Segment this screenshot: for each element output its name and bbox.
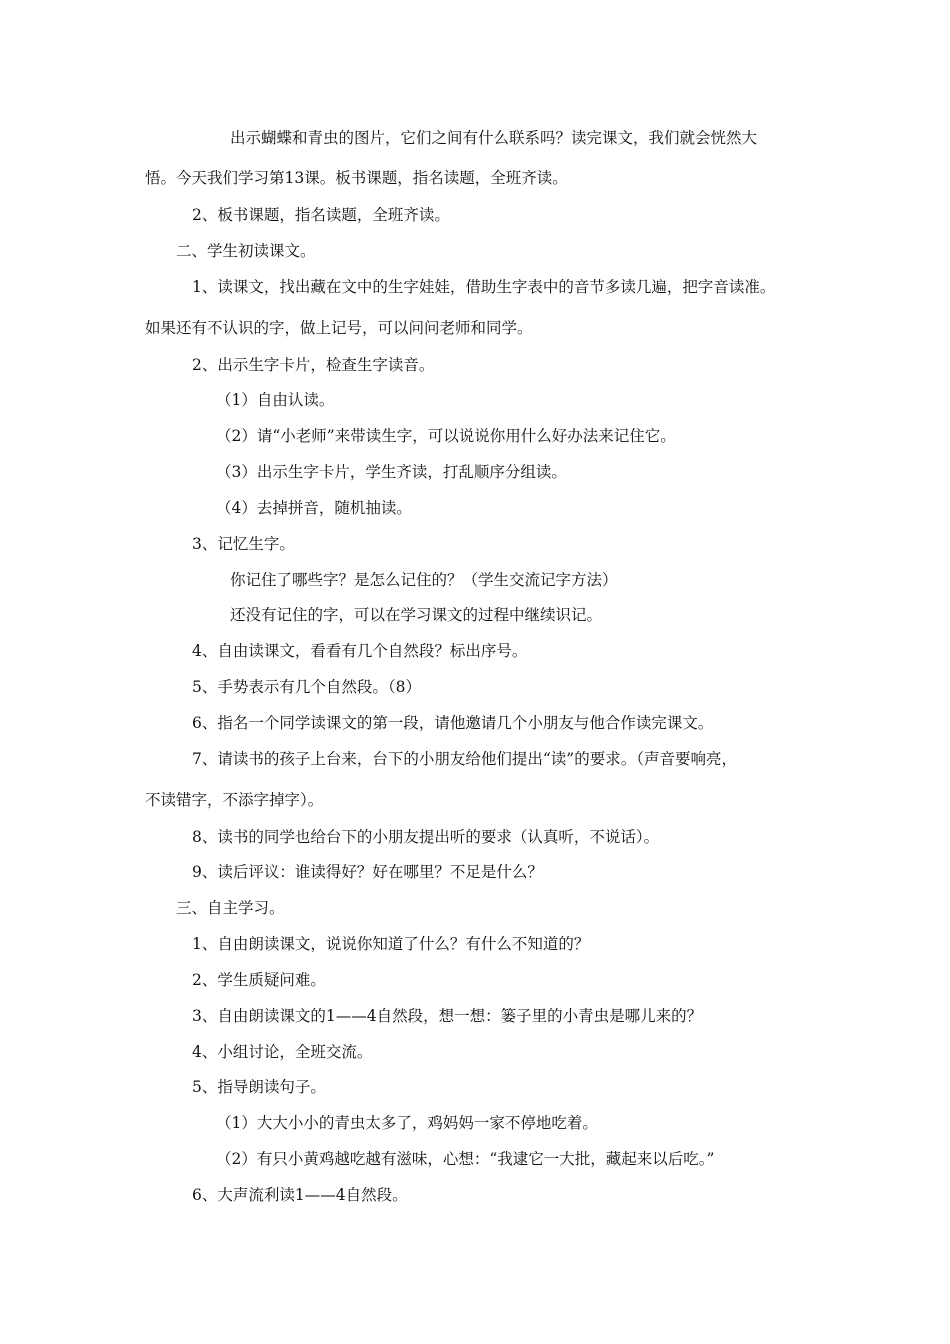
paragraph-line: （1）大大小小的青虫太多了，鸡妈妈一家不停地吃着。 xyxy=(216,1114,598,1132)
paragraph-line: 2、出示生字卡片，检查生字读音。 xyxy=(192,356,435,374)
paragraph-line: 4、自由读课文，看看有几个自然段？标出序号。 xyxy=(192,642,528,660)
paragraph-line: 5、手势表示有几个自然段。（8） xyxy=(192,678,421,696)
paragraph-line: 2、板书课题，指名读题，全班齐读。 xyxy=(192,206,450,224)
paragraph-line: 还没有记住的字，可以在学习课文的过程中继续识记。 xyxy=(230,606,603,624)
paragraph-line: 6、大声流利读1——4自然段。 xyxy=(192,1186,408,1204)
paragraph-line: 5、指导朗读句子。 xyxy=(192,1078,326,1096)
paragraph-line: （4）去掉拼音，随机抽读。 xyxy=(216,499,412,517)
paragraph-line: 1、读课文，找出藏在文中的生字娃娃，借助生字表中的音节多读几遍，把字音读准。 xyxy=(192,278,776,296)
paragraph-line: 3、记忆生字。 xyxy=(192,535,295,553)
paragraph-line: 2、学生质疑问难。 xyxy=(192,971,326,989)
section-heading: 三、自主学习。 xyxy=(176,899,285,917)
paragraph-line: （2）请“小老师”来带读生字，可以说说你用什么好办法来记住它。 xyxy=(216,427,676,445)
paragraph-line: 6、指名一个同学读课文的第一段，请他邀请几个小朋友与他合作读完课文。 xyxy=(192,714,714,732)
paragraph-line: 悟。今天我们学习第13课。板书课题，指名读题，全班齐读。 xyxy=(145,169,568,187)
paragraph-line: （3）出示生字卡片，学生齐读，打乱顺序分组读。 xyxy=(216,463,567,481)
paragraph-line: 4、小组讨论，全班交流。 xyxy=(192,1043,373,1061)
paragraph-line: （2）有只小黄鸡越吃越有滋味，心想：“我逮它一大批，藏起来以后吃。” xyxy=(216,1150,715,1168)
paragraph-line: 如果还有不认识的字，做上记号，可以问问老师和同学。 xyxy=(145,319,533,337)
paragraph-line: 9、读后评议：谁读得好？好在哪里？不足是什么？ xyxy=(192,863,543,881)
section-heading: 二、学生初读课文。 xyxy=(176,242,316,260)
paragraph-line: 你记住了哪些字？是怎么记住的？（学生交流记字方法） xyxy=(230,571,618,589)
paragraph-line: 不读错字，不添字掉字）。 xyxy=(145,791,324,809)
paragraph-line: 出示蝴蝶和青虫的图片，它们之间有什么联系吗？读完课文，我们就会恍然大 xyxy=(230,129,758,147)
paragraph-line: 8、读书的同学也给台下的小朋友提出听的要求（认真听，不说话）。 xyxy=(192,828,660,846)
paragraph-line: （1）自由认读。 xyxy=(216,391,335,409)
paragraph-line: 3、自由朗读课文的1——4自然段，想一想：篓子里的小青虫是哪儿来的？ xyxy=(192,1007,703,1025)
paragraph-line: 1、自由朗读课文，说说你知道了什么？有什么不知道的？ xyxy=(192,935,590,953)
paragraph-line: 7、请读书的孩子上台来，台下的小朋友给他们提出“读”的要求。（声音要响亮， xyxy=(192,750,737,768)
